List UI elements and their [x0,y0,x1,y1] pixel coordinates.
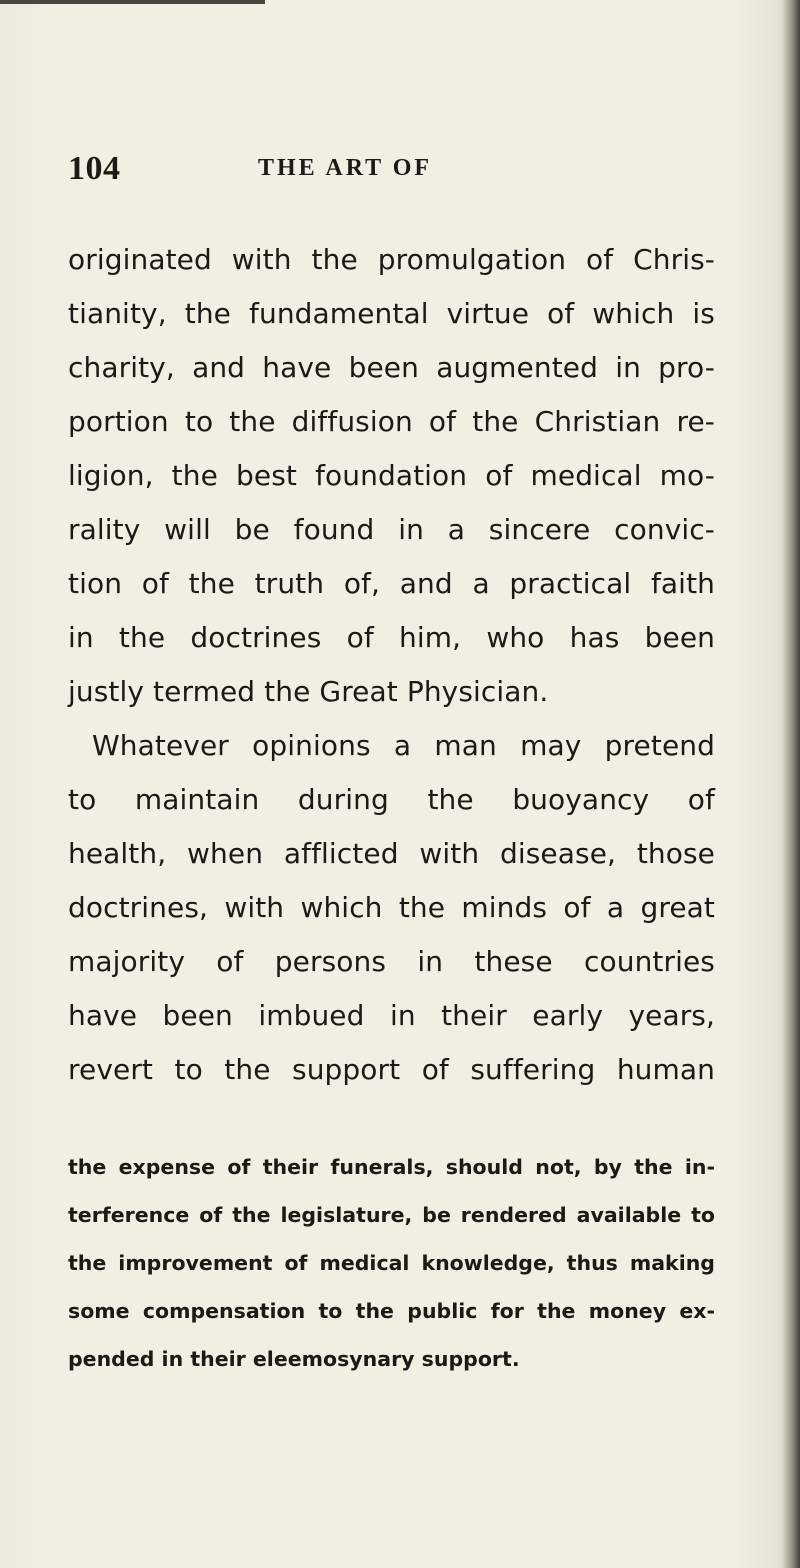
text-line: in the doctrines of him, who has been [68,621,715,654]
text-line: charity, and have been augmented in pro- [68,351,715,384]
page-number: 104 [68,150,121,187]
footnote-line: the improvement of medical knowledge, thus making [68,1251,715,1275]
footnote-line: the expense of their funerals, should not, by the in- [68,1155,715,1179]
footnote-line: terference of the legislature, be rendered available to [68,1203,715,1227]
text-line: justly termed the Great Physician. [68,675,549,708]
text-line: originated with the promulgation of Chris- [68,243,715,276]
text-line: doctrines, with which the minds of a great [68,891,715,924]
text-line: revert to the support of suffering human [68,1053,715,1086]
footnote-line: some compensation to the public for the money ex- [68,1299,715,1323]
text-line: to maintain during the buoyancy of [68,783,715,816]
text-line: portion to the diffusion of the Christian re- [68,405,715,438]
running-head: THE ART OF [258,155,433,181]
main-text [68,233,715,1097]
text-line: have been imbued in their early years, [68,999,715,1032]
text-line: rality will be found in a sincere convic- [68,513,715,546]
text-line: tianity, the fundamental virtue of which is [68,297,715,330]
text-line: majority of persons in these countries [68,945,715,978]
page-header [68,150,728,190]
text-line: ligion, the best foundation of medical mo- [68,459,715,492]
footnote [68,1143,715,1383]
text-line: Whatever opinions a man may pretend [92,729,715,762]
page-gutter-shadow [782,0,800,1568]
footnote-line: pended in their eleemosynary support. [68,1347,520,1371]
text-line: tion of the truth of, and a practical faith [68,567,715,600]
top-edge-rule [0,0,265,4]
text-line: health, when afflicted with disease, those [68,837,715,870]
